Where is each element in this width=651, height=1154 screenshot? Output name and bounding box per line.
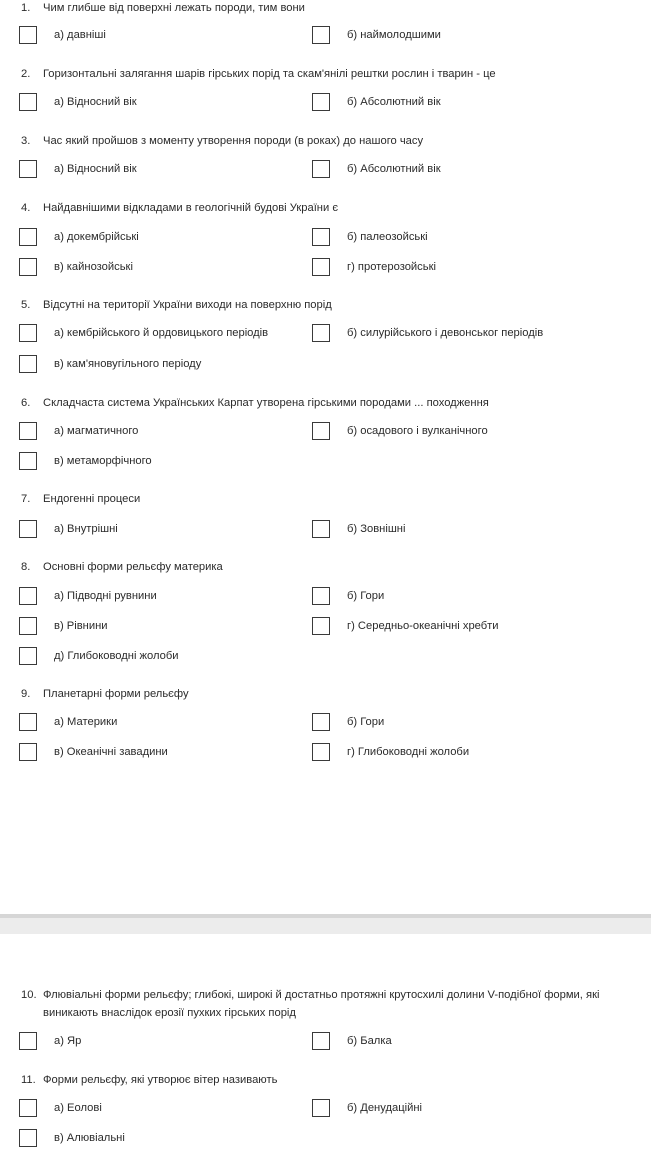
option-label: в) кайнозойські — [54, 261, 133, 273]
question-text: Ендогенні процеси — [43, 493, 141, 505]
option-label: в) кам'яновугільного періоду — [54, 358, 202, 370]
question-text: Форми рельєфу, які утворює вітер називають — [43, 1074, 278, 1086]
question-7 — [21, 491, 140, 507]
option-label: в) метаморфічного — [54, 455, 152, 467]
option-9b[interactable] — [312, 712, 384, 732]
question-6 — [21, 395, 489, 411]
option-label: б) осадового і вулканічного — [347, 425, 488, 437]
option-6c[interactable] — [19, 451, 152, 471]
option-label: б) Зовнішні — [347, 523, 406, 535]
question-number: 5. — [21, 299, 31, 311]
option-label: в) Алювіальні — [54, 1132, 125, 1144]
option-5c[interactable] — [19, 354, 201, 374]
question-11 — [21, 1072, 277, 1088]
question-number: 2. — [21, 68, 31, 80]
option-label: б) наймолодшими — [347, 29, 441, 41]
option-4a[interactable] — [19, 227, 139, 247]
checkbox[interactable] — [312, 1099, 330, 1117]
option-1b[interactable] — [312, 25, 441, 45]
question-number: 10. — [21, 989, 37, 1001]
option-11a[interactable] — [19, 1098, 102, 1118]
question-number: 1. — [21, 2, 31, 14]
option-label: а) кембрійського й ордовицького періодів — [54, 327, 269, 339]
option-6a[interactable] — [19, 421, 138, 441]
checkbox[interactable] — [312, 743, 330, 761]
option-label: б) Абсолютний вік — [347, 96, 441, 108]
checkbox[interactable] — [312, 26, 330, 44]
checkbox[interactable] — [312, 258, 330, 276]
checkbox[interactable] — [19, 713, 37, 731]
checkbox[interactable] — [19, 26, 37, 44]
option-4c[interactable] — [19, 257, 133, 277]
checkbox[interactable] — [19, 324, 37, 342]
checkbox[interactable] — [312, 713, 330, 731]
option-label: б) силурійського і девонськог періодів — [347, 327, 544, 339]
question-1 — [21, 0, 305, 16]
checkbox[interactable] — [312, 324, 330, 342]
page-separator — [0, 914, 651, 934]
option-label: б) Балка — [347, 1035, 392, 1047]
checkbox[interactable] — [19, 617, 37, 635]
checkbox[interactable] — [19, 160, 37, 178]
checkbox[interactable] — [312, 520, 330, 538]
checkbox[interactable] — [19, 355, 37, 373]
option-label: г) протерозойські — [347, 261, 436, 273]
question-text: Флювіальні форми рельєфу; глибокі, широкі й достатньо протяжні крутосхилі долини V-подібної форми, які виникають внаслідок ерозії пухких гірських порід — [43, 989, 600, 1019]
checkbox[interactable] — [19, 452, 37, 470]
option-10a[interactable] — [19, 1031, 81, 1051]
option-label: а) Підводні рувнини — [54, 590, 157, 602]
question-number: 11. — [21, 1074, 36, 1086]
question-text: Чим глибше від поверхні лежать породи, тим вони — [43, 2, 305, 14]
option-label: б) Денудаційні — [347, 1102, 422, 1114]
option-label: а) Еолові — [54, 1102, 102, 1114]
question-3 — [21, 133, 423, 149]
checkbox[interactable] — [19, 228, 37, 246]
option-label: г) Середньо-океанічні хребти — [347, 620, 499, 632]
checkbox[interactable] — [312, 617, 330, 635]
option-label: а) магматичного — [54, 425, 139, 437]
question-10 — [21, 986, 621, 1022]
checkbox[interactable] — [312, 1032, 330, 1050]
option-8b[interactable] — [312, 586, 384, 606]
option-2b[interactable] — [312, 92, 441, 112]
question-number: 9. — [21, 688, 31, 700]
option-label: б) палеозойські — [347, 231, 428, 243]
question-8 — [21, 559, 223, 575]
question-2 — [21, 66, 496, 82]
option-label: б) Абсолютний вік — [347, 163, 441, 175]
option-2a[interactable] — [19, 92, 137, 112]
option-label: б) Гори — [347, 716, 385, 728]
option-4d[interactable] — [312, 257, 436, 277]
option-8d[interactable] — [312, 616, 499, 636]
checkbox[interactable] — [312, 93, 330, 111]
option-8c[interactable] — [19, 616, 108, 636]
option-4b[interactable] — [312, 227, 428, 247]
option-label: д) Глибоководні жолоби — [54, 650, 179, 662]
option-label: в) Океанічні завадини — [54, 746, 168, 758]
option-label: а) давніші — [54, 29, 106, 41]
option-9a[interactable] — [19, 712, 117, 732]
checkbox[interactable] — [312, 422, 330, 440]
checkbox[interactable] — [19, 647, 37, 665]
question-text: Складчаста система Українських Карпат утворена гірськими породами ... походження — [43, 397, 489, 409]
option-label: а) Відносний вік — [54, 96, 137, 108]
option-label: а) Відносний вік — [54, 163, 137, 175]
question-number: 7. — [21, 493, 31, 505]
checkbox[interactable] — [19, 1129, 37, 1147]
option-label: а) Материки — [54, 716, 118, 728]
question-number: 4. — [21, 202, 31, 214]
option-label: г) Глибоководні жолоби — [347, 746, 470, 758]
question-number: 3. — [21, 135, 31, 147]
question-text: Горизонтальні залягання шарів гірських порід та скам'янілі рештки рослин і тварин - це — [43, 68, 496, 80]
question-number: 8. — [21, 561, 31, 573]
question-number: 6. — [21, 397, 31, 409]
option-label: б) Гори — [347, 590, 385, 602]
option-7b[interactable] — [312, 519, 405, 539]
question-9 — [21, 686, 189, 702]
checkbox[interactable] — [312, 160, 330, 178]
option-3a[interactable] — [19, 159, 137, 179]
option-1a[interactable] — [19, 25, 106, 45]
question-text: Відсутні на території України виходи на поверхню порід — [43, 299, 332, 311]
question-4 — [21, 200, 338, 216]
question-text: Основні форми рельєфу материка — [43, 561, 223, 573]
option-3b[interactable] — [312, 159, 441, 179]
option-8e[interactable] — [19, 646, 179, 666]
option-9d[interactable] — [312, 742, 469, 762]
checkbox[interactable] — [19, 743, 37, 761]
checkbox[interactable] — [312, 228, 330, 246]
question-text: Найдавнішими відкладами в геологічній будові України є — [43, 202, 339, 214]
option-label: а) Внутрішні — [54, 523, 118, 535]
option-label: а) докембрійські — [54, 231, 139, 243]
checkbox[interactable] — [19, 258, 37, 276]
option-label: а) Яр — [54, 1035, 82, 1047]
option-5b[interactable] — [312, 323, 543, 343]
checkbox[interactable] — [19, 1099, 37, 1117]
checkbox[interactable] — [19, 1032, 37, 1050]
option-11c[interactable] — [19, 1128, 125, 1148]
checkbox[interactable] — [19, 520, 37, 538]
question-5 — [21, 297, 332, 313]
checkbox[interactable] — [19, 422, 37, 440]
question-text: Час який пройшов з моменту утворення породи (в роках) до нашого часу — [43, 135, 424, 147]
document-page-2 — [0, 934, 651, 1154]
checkbox[interactable] — [19, 93, 37, 111]
option-10b[interactable] — [312, 1031, 392, 1051]
checkbox[interactable] — [19, 587, 37, 605]
option-8a[interactable] — [19, 586, 157, 606]
option-11b[interactable] — [312, 1098, 422, 1118]
option-7a[interactable] — [19, 519, 118, 539]
option-5a[interactable] — [19, 323, 268, 343]
question-text: Планетарні форми рельєфу — [43, 688, 189, 700]
option-9c[interactable] — [19, 742, 168, 762]
option-label: в) Рівнини — [54, 620, 108, 632]
option-6b[interactable] — [312, 421, 488, 441]
checkbox[interactable] — [312, 587, 330, 605]
